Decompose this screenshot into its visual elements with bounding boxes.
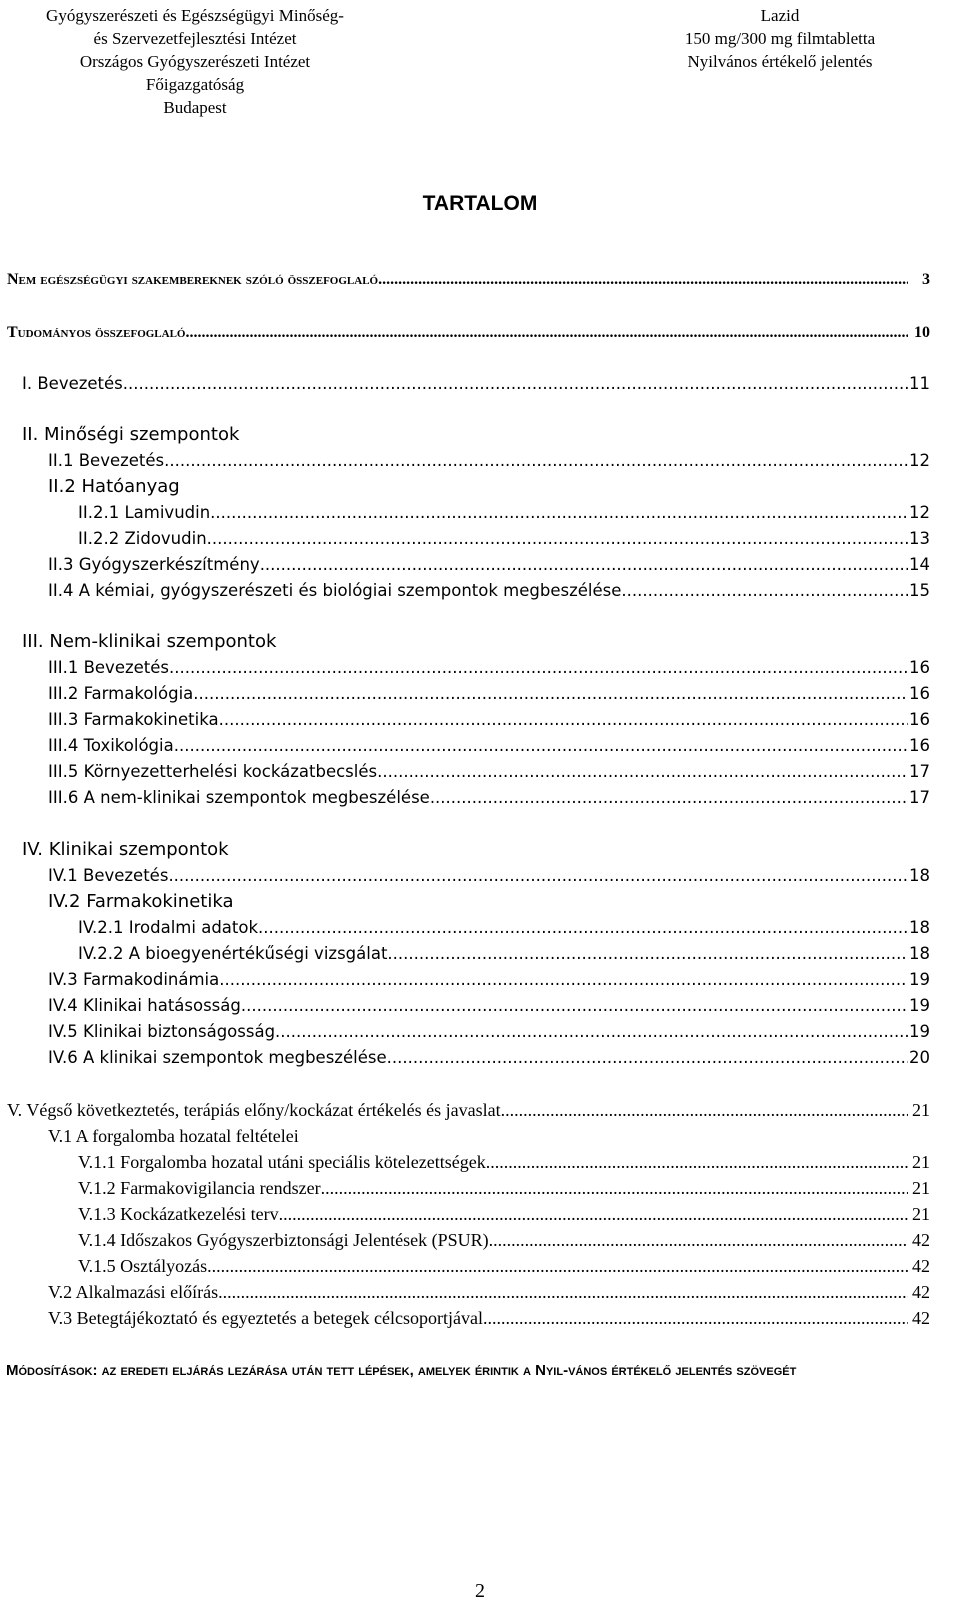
toc-leader: [218, 1279, 908, 1305]
toc-entry[interactable]: [48, 655, 930, 681]
toc-leader: [207, 526, 908, 552]
toc-entry-page: 18: [909, 866, 930, 885]
toc-entry-page: 16: [909, 710, 930, 729]
toc-entry-page: 42: [912, 1256, 930, 1276]
modifications-heading[interactable]: Módosítások: az eredeti eljárás lezárása után tett lépések, amelyek érintik a Nyil-vános értékelő jelentés szövegét: [6, 1362, 797, 1379]
toc-leader: [174, 733, 908, 759]
toc-entry[interactable]: [48, 863, 930, 889]
toc-entry[interactable]: [78, 1227, 930, 1253]
toc-entry[interactable]: [78, 1175, 930, 1201]
header-left-line: Országos Gyógyszerészeti Intézet: [79, 52, 311, 71]
toc-title: TARTALOM: [422, 192, 538, 215]
toc-entry-label: V.1.2 Farmakovigilancia rendszer: [78, 1178, 321, 1198]
toc-entry-label: III.1 Bevezetés: [48, 658, 170, 677]
toc-entry-label: II.2.1 Lamivudin: [78, 503, 211, 522]
toc-entry-label: IV.4 Klinikai hatásosság: [48, 996, 241, 1015]
toc-entry[interactable]: [48, 707, 930, 733]
toc-leader: [168, 863, 908, 889]
toc-entry-label: II.4 A kémiai, gyógyszerészeti és biológiai szempontok megbeszélése: [48, 581, 622, 600]
toc-entry-label: II.2.2 Zidovudin: [78, 529, 207, 548]
toc-leader: [193, 681, 908, 707]
toc-leader: [241, 993, 908, 1019]
toc-entry[interactable]: [22, 371, 930, 397]
toc-entry-page: 16: [909, 658, 930, 677]
toc-entry-page: 16: [909, 736, 930, 755]
toc-entry[interactable]: [7, 1097, 930, 1123]
header-right: [630, 4, 930, 73]
header-left-line: és Szervezetfejlesztési Intézet: [93, 29, 297, 48]
toc-leader: [219, 707, 908, 733]
toc-leader: [501, 1097, 908, 1123]
toc-entry-page: 20: [909, 1048, 930, 1067]
toc-entry-page: 3: [922, 271, 930, 288]
toc-entry-label: IV.2.1 Irodalmi adatok: [78, 918, 259, 937]
header-right-line: 150 mg/300 mg filmtabletta: [684, 29, 876, 48]
toc-leader: [210, 500, 908, 526]
toc-section-heading: III. Nem-klinikai szempontok: [22, 631, 277, 652]
toc-entry-page: 42: [912, 1308, 930, 1328]
toc-entry-label: IV.5 Klinikai biztonságosság: [48, 1022, 276, 1041]
toc-entry-label: V.1.5 Osztályozás: [78, 1256, 208, 1276]
toc-entry[interactable]: [7, 267, 930, 293]
toc-entry-page: 42: [912, 1230, 930, 1250]
toc-leader: [378, 267, 908, 293]
toc-entry-page: 21: [912, 1152, 930, 1172]
toc-entry-page: 21: [912, 1204, 930, 1224]
toc-leader: [486, 1149, 908, 1175]
toc-entry-page: 13: [909, 529, 930, 548]
toc-entry[interactable]: [78, 1253, 930, 1279]
toc-entry-page: 18: [909, 944, 930, 963]
toc-entry[interactable]: [48, 448, 930, 474]
toc-entry-label: III.4 Toxikológia: [48, 736, 174, 755]
toc-entry-label: Tudományos összefoglaló: [7, 324, 186, 341]
header-left-line: Budapest: [163, 98, 227, 117]
toc-entry-label: III.2 Farmakológia: [48, 684, 194, 703]
toc-entry[interactable]: [48, 759, 930, 785]
toc-leader: [164, 448, 908, 474]
toc-entry-page: 14: [909, 555, 930, 574]
toc-entry[interactable]: [78, 915, 930, 941]
toc-entry-label: IV.1 Bevezetés: [48, 866, 169, 885]
toc-entry-page: 12: [909, 451, 930, 470]
toc-entry[interactable]: [48, 1305, 930, 1331]
toc-entry-page: 19: [909, 996, 930, 1015]
toc-entry-label: II.3 Gyógyszerkészítmény: [48, 555, 260, 574]
toc-entry-label: III.6 A nem-klinikai szempontok megbeszélése: [48, 788, 430, 807]
toc-entry-page: 42: [912, 1282, 930, 1302]
toc-entry-page: 21: [912, 1178, 930, 1198]
toc-entry[interactable]: [78, 500, 930, 526]
toc-entry-label: III.5 Környezetterhelési kockázatbecslés: [48, 762, 378, 781]
toc-leader: [377, 759, 908, 785]
toc-entry-page: 18: [909, 918, 930, 937]
toc-leader: [123, 371, 908, 397]
toc-entry-page: 17: [909, 788, 930, 807]
toc-leader: [430, 785, 908, 811]
toc-entry-label: Nem egészségügyi szakembereknek szóló összefoglaló: [7, 271, 379, 288]
toc-entry-page: 17: [909, 762, 930, 781]
toc-entry[interactable]: [48, 1019, 930, 1045]
toc-leader: [621, 578, 908, 604]
toc-entry[interactable]: [48, 785, 930, 811]
toc-leader: [275, 1019, 908, 1045]
toc-entry[interactable]: [7, 320, 930, 346]
toc-entry-label: V.3 Betegtájékoztató és egyeztetés a betegek célcsoportjával: [48, 1308, 483, 1328]
toc-entry[interactable]: [48, 552, 930, 578]
toc-leader: [321, 1175, 908, 1201]
toc-leader: [169, 655, 908, 681]
toc-entry[interactable]: [78, 1201, 930, 1227]
toc-entry[interactable]: [78, 1149, 930, 1175]
toc-leader: [489, 1227, 908, 1253]
header-left-line: Gyógyszerészeti és Egészségügyi Minőség-: [46, 6, 344, 25]
toc-leader: [279, 1201, 908, 1227]
toc-leader: [387, 941, 908, 967]
toc-entry-label: I. Bevezetés: [22, 374, 123, 393]
toc-entry[interactable]: [48, 578, 930, 604]
toc-entry[interactable]: [48, 993, 930, 1019]
toc-subsection-heading: II.2 Hatóanyag: [48, 476, 180, 497]
toc-entry-page: 10: [914, 324, 930, 341]
toc-leader: [260, 552, 908, 578]
toc-entry-label: V.1.1 Forgalomba hozatal utáni speciális kötelezettségek: [78, 1152, 486, 1172]
toc-entry[interactable]: [48, 1045, 930, 1071]
toc-leader: [185, 320, 908, 346]
toc-entry[interactable]: [78, 526, 930, 552]
toc-entry-label: V.1.3 Kockázatkezelési terv: [78, 1204, 279, 1224]
header-right-line: Lazid: [760, 6, 800, 25]
toc-section-heading: IV. Klinikai szempontok: [22, 839, 229, 860]
toc-entry-label: II.1 Bevezetés: [48, 451, 165, 470]
toc-entry-label: IV.3 Farmakodinámia: [48, 970, 220, 989]
toc-entry-page: 19: [909, 970, 930, 989]
toc-leader: [207, 1253, 908, 1279]
header-left-line: Főigazgatóság: [145, 75, 245, 94]
header-right-line: Nyilvános értékelő jelentés: [687, 52, 873, 71]
toc-leader: [219, 967, 908, 993]
toc-entry[interactable]: [48, 733, 930, 759]
toc-entry-page: 19: [909, 1022, 930, 1041]
page-number: 2: [475, 1580, 485, 1602]
toc-leader: [387, 1045, 908, 1071]
toc-entry-page: 12: [909, 503, 930, 522]
toc-entry-label: IV.6 A klinikai szempontok megbeszélése: [48, 1048, 387, 1067]
toc-subsection-heading: IV.2 Farmakokinetika: [48, 891, 234, 912]
toc-entry-label: V. Végső következtetés, terápiás előny/kockázat értékelés és javaslat: [7, 1100, 501, 1120]
toc-entry[interactable]: [48, 1279, 930, 1305]
header-left: [0, 4, 390, 119]
toc-subsection-heading: V.1 A forgalomba hozatal feltételei: [48, 1126, 299, 1146]
toc-entry-label: V.1.4 Időszakos Gyógyszerbiztonsági Jelentések (PSUR): [78, 1230, 489, 1250]
toc-entry-page: 15: [909, 581, 930, 600]
toc-entry-page: 21: [912, 1100, 930, 1120]
toc-entry-page: 11: [909, 374, 930, 393]
toc-leader: [258, 915, 908, 941]
toc-section-heading: II. Minőségi szempontok: [22, 424, 240, 445]
toc-entry[interactable]: [48, 681, 930, 707]
toc-entry-page: 16: [909, 684, 930, 703]
toc-leader: [483, 1305, 908, 1331]
toc-entry-label: IV.2.2 A bioegyenértékűségi vizsgálat: [78, 944, 388, 963]
toc-entry[interactable]: [48, 967, 930, 993]
toc-entry-label: V.2 Alkalmazási előírás: [48, 1282, 219, 1302]
toc-entry[interactable]: [78, 941, 930, 967]
toc-entry-label: III.3 Farmakokinetika: [48, 710, 219, 729]
